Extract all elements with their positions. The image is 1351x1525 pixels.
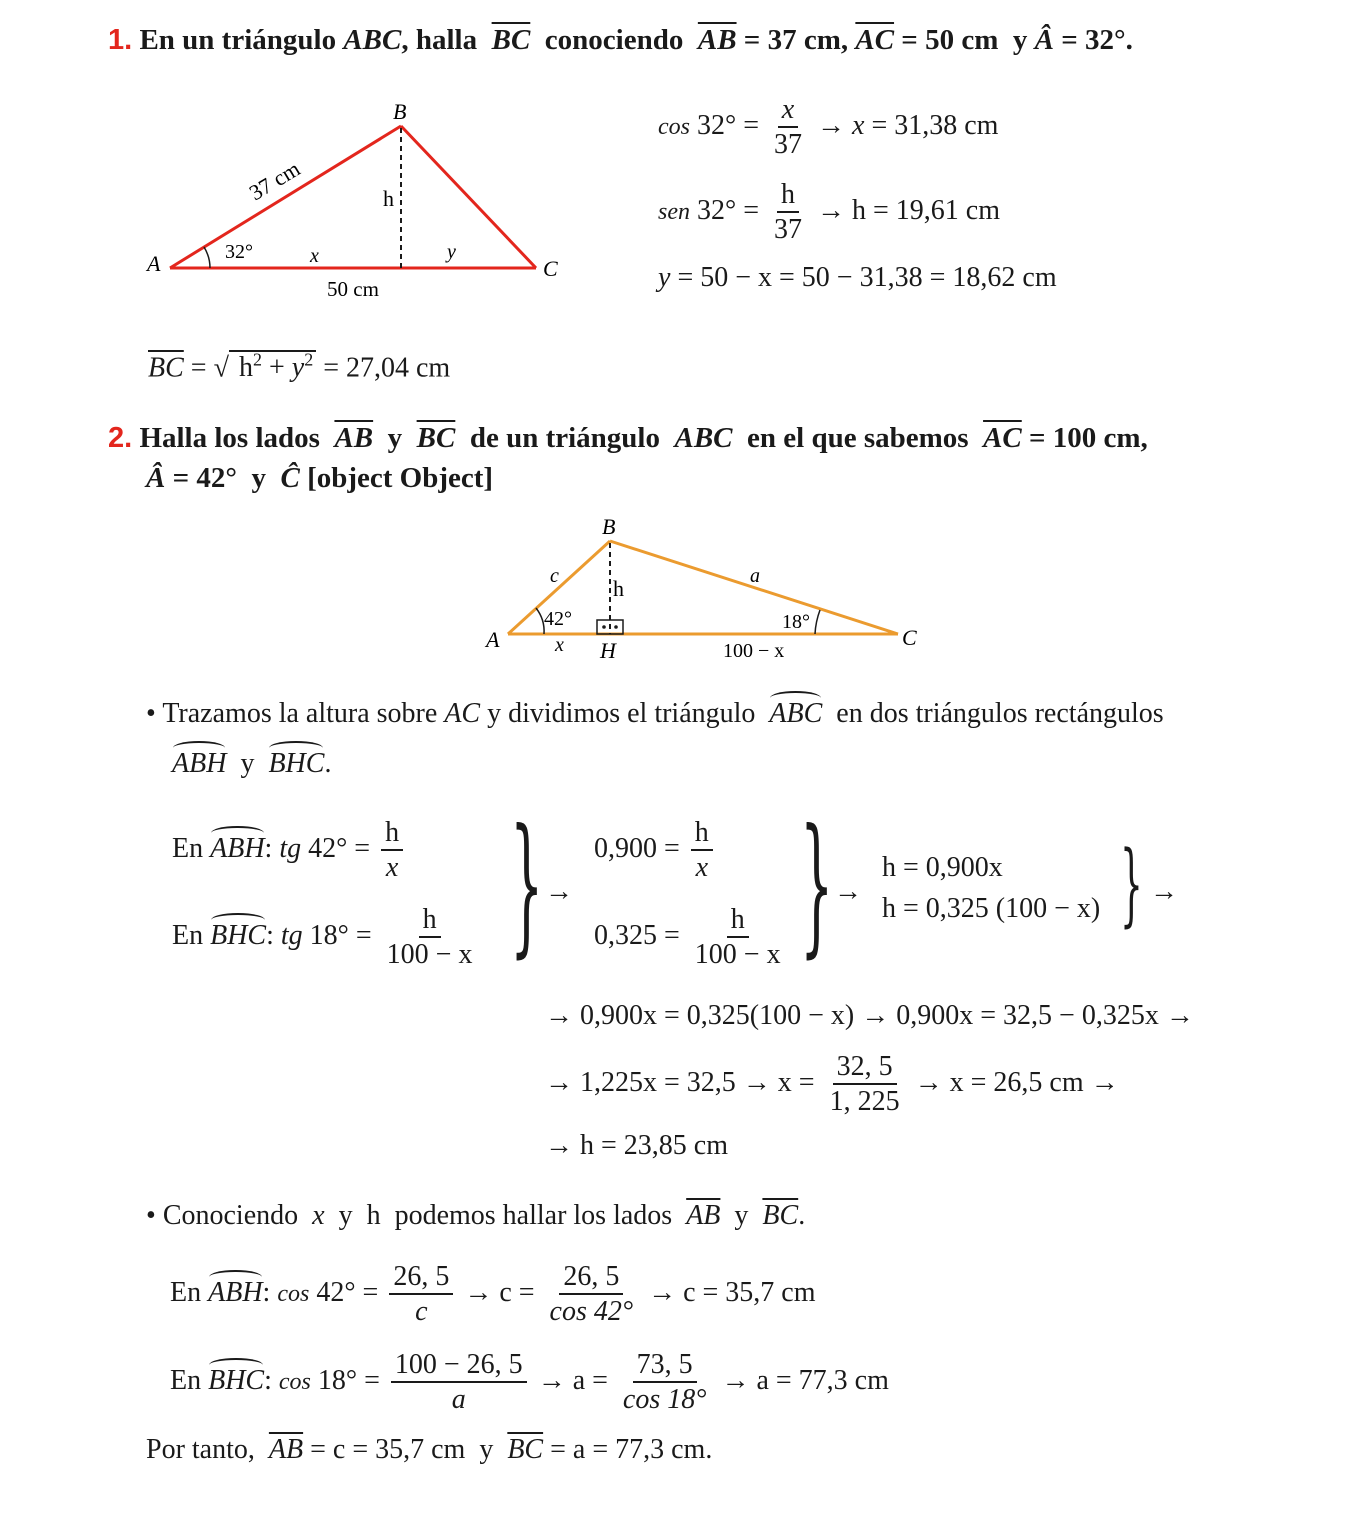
right-angle-dot	[602, 625, 606, 629]
function-name: cos	[277, 1280, 310, 1307]
conjunction: y	[734, 1200, 749, 1231]
label-x: x	[310, 245, 319, 267]
fraction	[546, 1262, 638, 1327]
equation-cos32	[658, 95, 998, 160]
brace-1: }	[510, 798, 544, 972]
variable-h: h	[366, 1200, 381, 1231]
result: = 31,38 cm	[871, 109, 999, 141]
bullet-2	[146, 1200, 805, 1232]
segment-bc: $\overline{BC}$	[491, 24, 531, 56]
label-h: h	[383, 186, 394, 211]
final-result	[146, 1434, 712, 1466]
triangle-abh: ABH	[208, 1276, 263, 1308]
numerator: h	[727, 905, 749, 938]
label-y: y	[447, 241, 456, 263]
denominator: 37	[774, 129, 802, 161]
statement-text: conociendo	[544, 24, 684, 56]
numerator: 100 − 26, 5	[391, 1350, 527, 1383]
numerator: 32, 5	[833, 1052, 897, 1085]
denominator: x	[695, 852, 709, 884]
variable-x: x	[312, 1200, 325, 1231]
text: Conociendo	[162, 1200, 299, 1231]
problem-2-statement-line1	[108, 422, 1148, 455]
equation-sen32	[658, 180, 1000, 245]
conjunction: y	[1012, 24, 1028, 56]
angle-value: 18° =	[317, 1364, 380, 1396]
fraction	[691, 905, 785, 970]
triangle-abh: ABH	[172, 748, 227, 779]
colon: :	[264, 832, 273, 864]
sys-v2	[594, 905, 789, 970]
bullet: •	[146, 1200, 156, 1231]
arrow-1: →	[545, 876, 573, 907]
triangle-2-figure	[470, 510, 940, 670]
text: en dos triángulos rectángulos	[836, 698, 1164, 729]
vertex-b: B	[602, 514, 616, 539]
side-bc	[401, 126, 536, 268]
angle-c-arc	[815, 610, 820, 634]
equation-c	[170, 1262, 816, 1327]
segment-ab: $\overline{AB}$	[686, 1200, 721, 1231]
exponent: 2	[252, 350, 262, 370]
triangle-bhc: BHC	[268, 748, 325, 779]
function-name: cos	[658, 113, 690, 140]
angle-value: 18° =	[309, 919, 372, 951]
label-rest: 100 − x	[723, 640, 785, 662]
label-x: x	[555, 634, 564, 656]
numerator: h	[381, 818, 403, 851]
conjunction: y	[251, 462, 266, 494]
label-angle-a: 42°	[544, 608, 572, 630]
statement-value: [object Object]	[307, 462, 494, 494]
conjunction: y	[338, 1200, 353, 1231]
text: En	[170, 1364, 202, 1396]
equation-a	[170, 1350, 889, 1415]
function-name: cos	[278, 1368, 311, 1395]
label-base: 50 cm	[327, 277, 379, 301]
label-angle: 32°	[225, 241, 253, 263]
fraction	[770, 180, 806, 245]
sqrt-radicand	[229, 350, 316, 383]
equation-text: → 1,225x = 32,5 → x =	[545, 1066, 815, 1098]
angle-value: 42° =	[316, 1276, 379, 1308]
fraction	[691, 818, 713, 883]
text: En	[170, 1276, 202, 1308]
vertex-h: H	[600, 638, 616, 663]
problem-1-statement	[108, 24, 1133, 57]
equation-y	[658, 262, 1057, 294]
variable: x	[852, 109, 865, 141]
label-a: a	[750, 565, 760, 587]
equals: =	[190, 352, 207, 384]
statement-value: = 37 cm,	[743, 24, 849, 56]
numerator: h	[691, 818, 713, 851]
denominator: x	[385, 852, 399, 884]
vertex-b: B	[393, 99, 407, 124]
triangle-bhc: BHC	[210, 919, 267, 951]
vertex-a: A	[486, 627, 500, 652]
equation-text: 0,900 =	[594, 832, 680, 864]
segment-bc: $\overline{BC}$	[148, 352, 184, 384]
denominator: cos 18°	[622, 1384, 707, 1416]
bullet: •	[146, 698, 156, 729]
denominator: 100 − x	[694, 939, 781, 971]
colon: :	[262, 1276, 271, 1308]
result: → a = 77,3 cm	[721, 1364, 889, 1396]
result: = a = 77,3 cm.	[550, 1434, 713, 1465]
angle-c: Ĉ	[280, 462, 300, 494]
bullet-1-line2	[172, 748, 331, 780]
label-37cm: 37 cm	[244, 155, 305, 206]
conjunction: y	[240, 748, 255, 779]
text: podemos hallar los lados	[394, 1200, 673, 1231]
sys-v1	[594, 818, 717, 883]
function-name: tg	[279, 832, 302, 864]
segment-bc: $\overline{BC}$	[762, 1200, 799, 1231]
arrow: →	[817, 109, 845, 141]
sys-row1	[172, 818, 407, 883]
numerator: 26, 5	[559, 1262, 623, 1295]
plus: +	[268, 352, 285, 384]
right-angle-dot	[614, 625, 618, 629]
vertex-c: C	[902, 625, 917, 650]
sqrt-sign: √	[213, 352, 229, 384]
step-2	[545, 1052, 1119, 1117]
statement-value: = 50 cm	[901, 24, 999, 56]
bc-result	[148, 350, 450, 384]
fraction	[389, 1262, 453, 1327]
brace-2: }	[800, 798, 834, 972]
side-a	[610, 541, 898, 634]
problem-1-number: 1.	[108, 24, 133, 56]
colon: :	[266, 919, 274, 951]
arrow-2: →	[834, 876, 862, 907]
label-angle-c: 18°	[782, 611, 810, 633]
segment-bc: $\overline{BC}$	[507, 1434, 544, 1465]
triangle-name: ABC	[343, 24, 402, 56]
step-3: → h = 23,85 cm	[545, 1130, 728, 1161]
denominator: 1, 225	[829, 1086, 900, 1118]
function-name: sen	[658, 198, 690, 225]
label-c: c	[550, 565, 559, 587]
problem-2-number: 2.	[108, 422, 133, 454]
text: En	[172, 832, 204, 864]
angle-value: 42° =	[308, 832, 371, 864]
triangle-abc: ABC	[769, 698, 823, 729]
fraction	[381, 818, 403, 883]
sys-r2: h = 0,325 (100 − x)	[882, 893, 1101, 924]
numerator: h	[419, 905, 441, 938]
denominator: cos 42°	[549, 1296, 634, 1328]
label-h: h	[613, 576, 624, 601]
text: En	[172, 919, 204, 951]
angle-a: Â	[146, 462, 166, 494]
period: .	[798, 1200, 806, 1231]
segment-ac: $\overline{AC}$	[855, 24, 895, 56]
triangle-bhc: BHC	[208, 1364, 265, 1396]
function-name: tg	[280, 919, 303, 951]
conjunction: y	[479, 1434, 494, 1465]
equation-text: → a =	[537, 1364, 608, 1396]
colon: :	[264, 1364, 272, 1396]
triangle-abh: ABH	[210, 832, 265, 864]
statement-text: en el que sabemos	[747, 422, 969, 454]
statement-value: = 100 cm,	[1029, 422, 1148, 454]
equation-text: = 50 − x = 50 − 31,38 = 18,62 cm	[677, 262, 1057, 293]
statement-text: de un triángulo	[469, 422, 660, 454]
numerator: 73, 5	[633, 1350, 697, 1383]
numerator: 26, 5	[389, 1262, 453, 1295]
triangle-name: ABC	[674, 422, 733, 454]
denominator: 100 − x	[386, 939, 473, 971]
numerator: h	[777, 180, 799, 213]
fraction	[826, 1052, 904, 1117]
statement-value: = 42°	[172, 462, 237, 494]
denominator: a	[451, 1384, 466, 1416]
segment-ab: $\overline{AB}$	[334, 422, 374, 454]
step-1: → 0,900x = 0,325(100 − x) → 0,900x = 32,5 − 0,325x →	[545, 1000, 1194, 1031]
text: Trazamos la altura sobre	[162, 698, 438, 729]
fraction	[770, 95, 806, 160]
statement-text: En un triángulo	[139, 24, 337, 56]
sys-r1: h = 0,900x	[882, 852, 1003, 883]
variable: y	[658, 262, 671, 293]
vertex-c: C	[543, 256, 558, 281]
sys-row2	[172, 905, 480, 970]
segment-ab: $\overline{AB}$	[268, 1434, 304, 1465]
angle-value: 32° =	[697, 194, 759, 226]
denominator: c	[415, 1296, 428, 1328]
exponent: 2	[304, 350, 314, 370]
radicand-h: h	[238, 352, 253, 384]
period: .	[324, 748, 332, 779]
fraction	[383, 905, 477, 970]
brace-3: }	[1120, 832, 1143, 937]
equation-text: → x = 26,5 cm →	[914, 1066, 1119, 1098]
radicand-y: y	[291, 352, 305, 384]
problem-2-statement-line2	[146, 462, 493, 495]
segment-ac: AC	[444, 698, 481, 729]
result: → c = 35,7 cm	[648, 1276, 816, 1308]
result: = 27,04 cm	[323, 352, 451, 384]
denominator: 37	[774, 214, 802, 246]
equation-text: → c =	[464, 1276, 535, 1308]
text: Por tanto,	[146, 1434, 255, 1465]
arrow-3: →	[1150, 876, 1178, 907]
fraction	[391, 1350, 527, 1415]
arrow: →	[817, 194, 845, 226]
angle-a: Â	[1034, 24, 1054, 56]
angle-value: 32° =	[697, 109, 759, 141]
segment-bc: $\overline{BC}$	[416, 422, 456, 454]
conjunction: y	[387, 422, 403, 454]
statement-text: Halla los lados	[139, 422, 320, 454]
angle-arc	[204, 247, 210, 268]
numerator: x	[778, 95, 798, 128]
angle-a-arc	[536, 608, 544, 634]
segment-ab: $\overline{AB}$	[697, 24, 737, 56]
result: h = 19,61 cm	[852, 194, 1000, 226]
vertex-a: A	[147, 251, 161, 276]
segment-ac: $\overline{AC}$	[983, 422, 1022, 454]
fraction	[619, 1350, 711, 1415]
bullet-1-line1	[146, 698, 1164, 730]
equation-text: 0,325 =	[594, 919, 680, 951]
statement-text: , halla	[401, 24, 478, 56]
triangle-1-figure	[130, 95, 590, 310]
text: y dividimos el triángulo	[487, 698, 756, 729]
result: = c = 35,7 cm	[310, 1434, 466, 1465]
statement-value: = 32°.	[1061, 24, 1133, 56]
